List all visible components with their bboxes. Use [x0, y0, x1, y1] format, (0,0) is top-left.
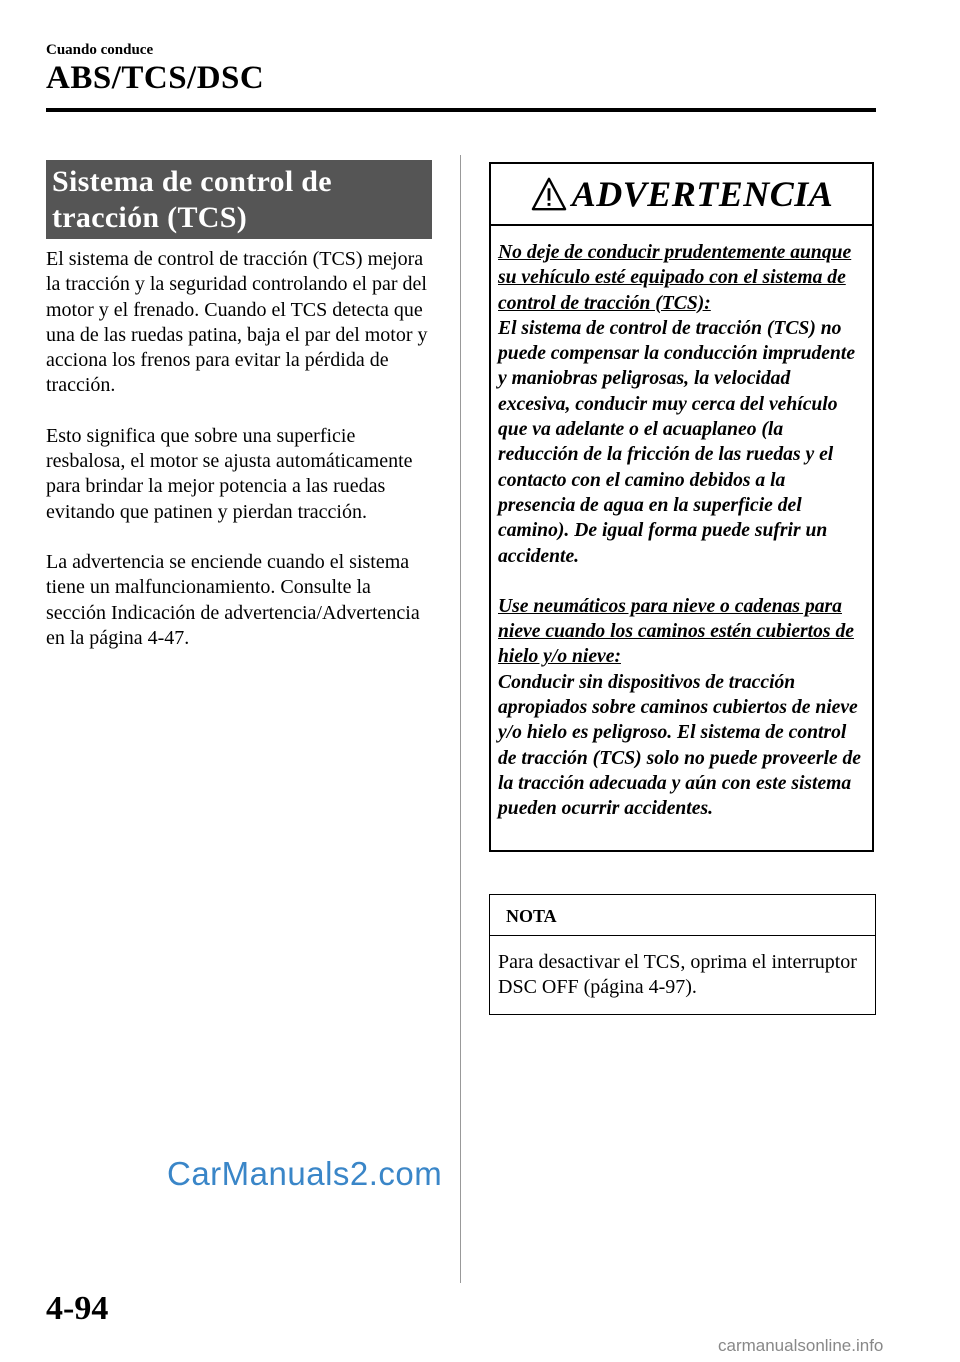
page-number: 4-94 [46, 1290, 109, 1327]
warning-body [491, 226, 872, 822]
note-box [489, 894, 876, 1015]
tcs-heading-line1: Sistema de control de [52, 165, 332, 198]
section-title: ABS/TCS/DSC [46, 60, 265, 96]
warning-text-1: El sistema de control de tracción (TCS) no puede compensar la conducción imprudente y maniobras peligrosas, la velocidad excesiva, conducir muy cerca del vehículo que va adelante o el acuaplaneo (la reducción de la fricción de las ruedas y el contacto con el camino debidos a la presencia de agua en la superficie del camino). De igual forma puede sufrir un accidente. [498, 317, 856, 567]
warning-lead-1: No deje de conducir prudentemente aunque su vehículo esté equipado con el sistema de control de tracción (TCS): [498, 242, 852, 314]
warning-box [489, 162, 874, 852]
warning-text-2: Conducir sin dispositivos de tracción apropiados sobre caminos cubiertos de nieve y/o hielo es peligroso. El sistema de control de tracción (TCS) solo no puede proveerle de la tracción adecuada y aún con este sistema pueden ocurrir accidentes. [498, 671, 861, 820]
tcs-body [46, 247, 432, 651]
paragraph-2: Esto significa que sobre una superficie resbalosa, el motor se ajusta automáticamente para brindar la mejor potencia a las ruedas evitando que patinen y pierdan tracción. [46, 424, 413, 523]
warning-lead-2: Use neumáticos para nieve o cadenas para nieve cuando los caminos estén cubiertos de hielo y/o nieve: [498, 595, 854, 668]
column-divider [460, 155, 461, 1283]
warning-block-2 [498, 594, 866, 822]
breadcrumb: Cuando conduce [46, 42, 154, 58]
header-rule [46, 108, 876, 112]
watermark: CarManuals2.com [167, 1155, 443, 1192]
warning-block-1 [498, 240, 866, 569]
tcs-heading-line2: tracción (TCS) [52, 201, 247, 234]
left-column [46, 160, 432, 676]
warning-title: ADVERTENCIA [571, 174, 834, 214]
tcs-heading [46, 160, 432, 239]
warning-header [491, 164, 872, 226]
footer-watermark: carmanualsonline.info [718, 1336, 884, 1355]
note-title: NOTA [490, 895, 875, 936]
warning-triangle-icon [530, 176, 568, 212]
note-text: Para desactivar el TCS, oprima el interruptor DSC OFF (página 4-97). [498, 951, 857, 999]
paragraph-3: La advertencia se enciende cuando el sistema tiene un malfuncionamiento. Consulte la sección Indicación de advertencia/Advertencia en la página 4-47. [46, 550, 420, 649]
paragraph-1: El sistema de control de tracción (TCS) mejora la tracción y la seguridad controlando el par del motor y el frenado. Cuando el TCS detecta que una de las ruedas patina, baja el par del motor y acciona los frenos para evitar la pérdida de tracción. [46, 248, 428, 397]
